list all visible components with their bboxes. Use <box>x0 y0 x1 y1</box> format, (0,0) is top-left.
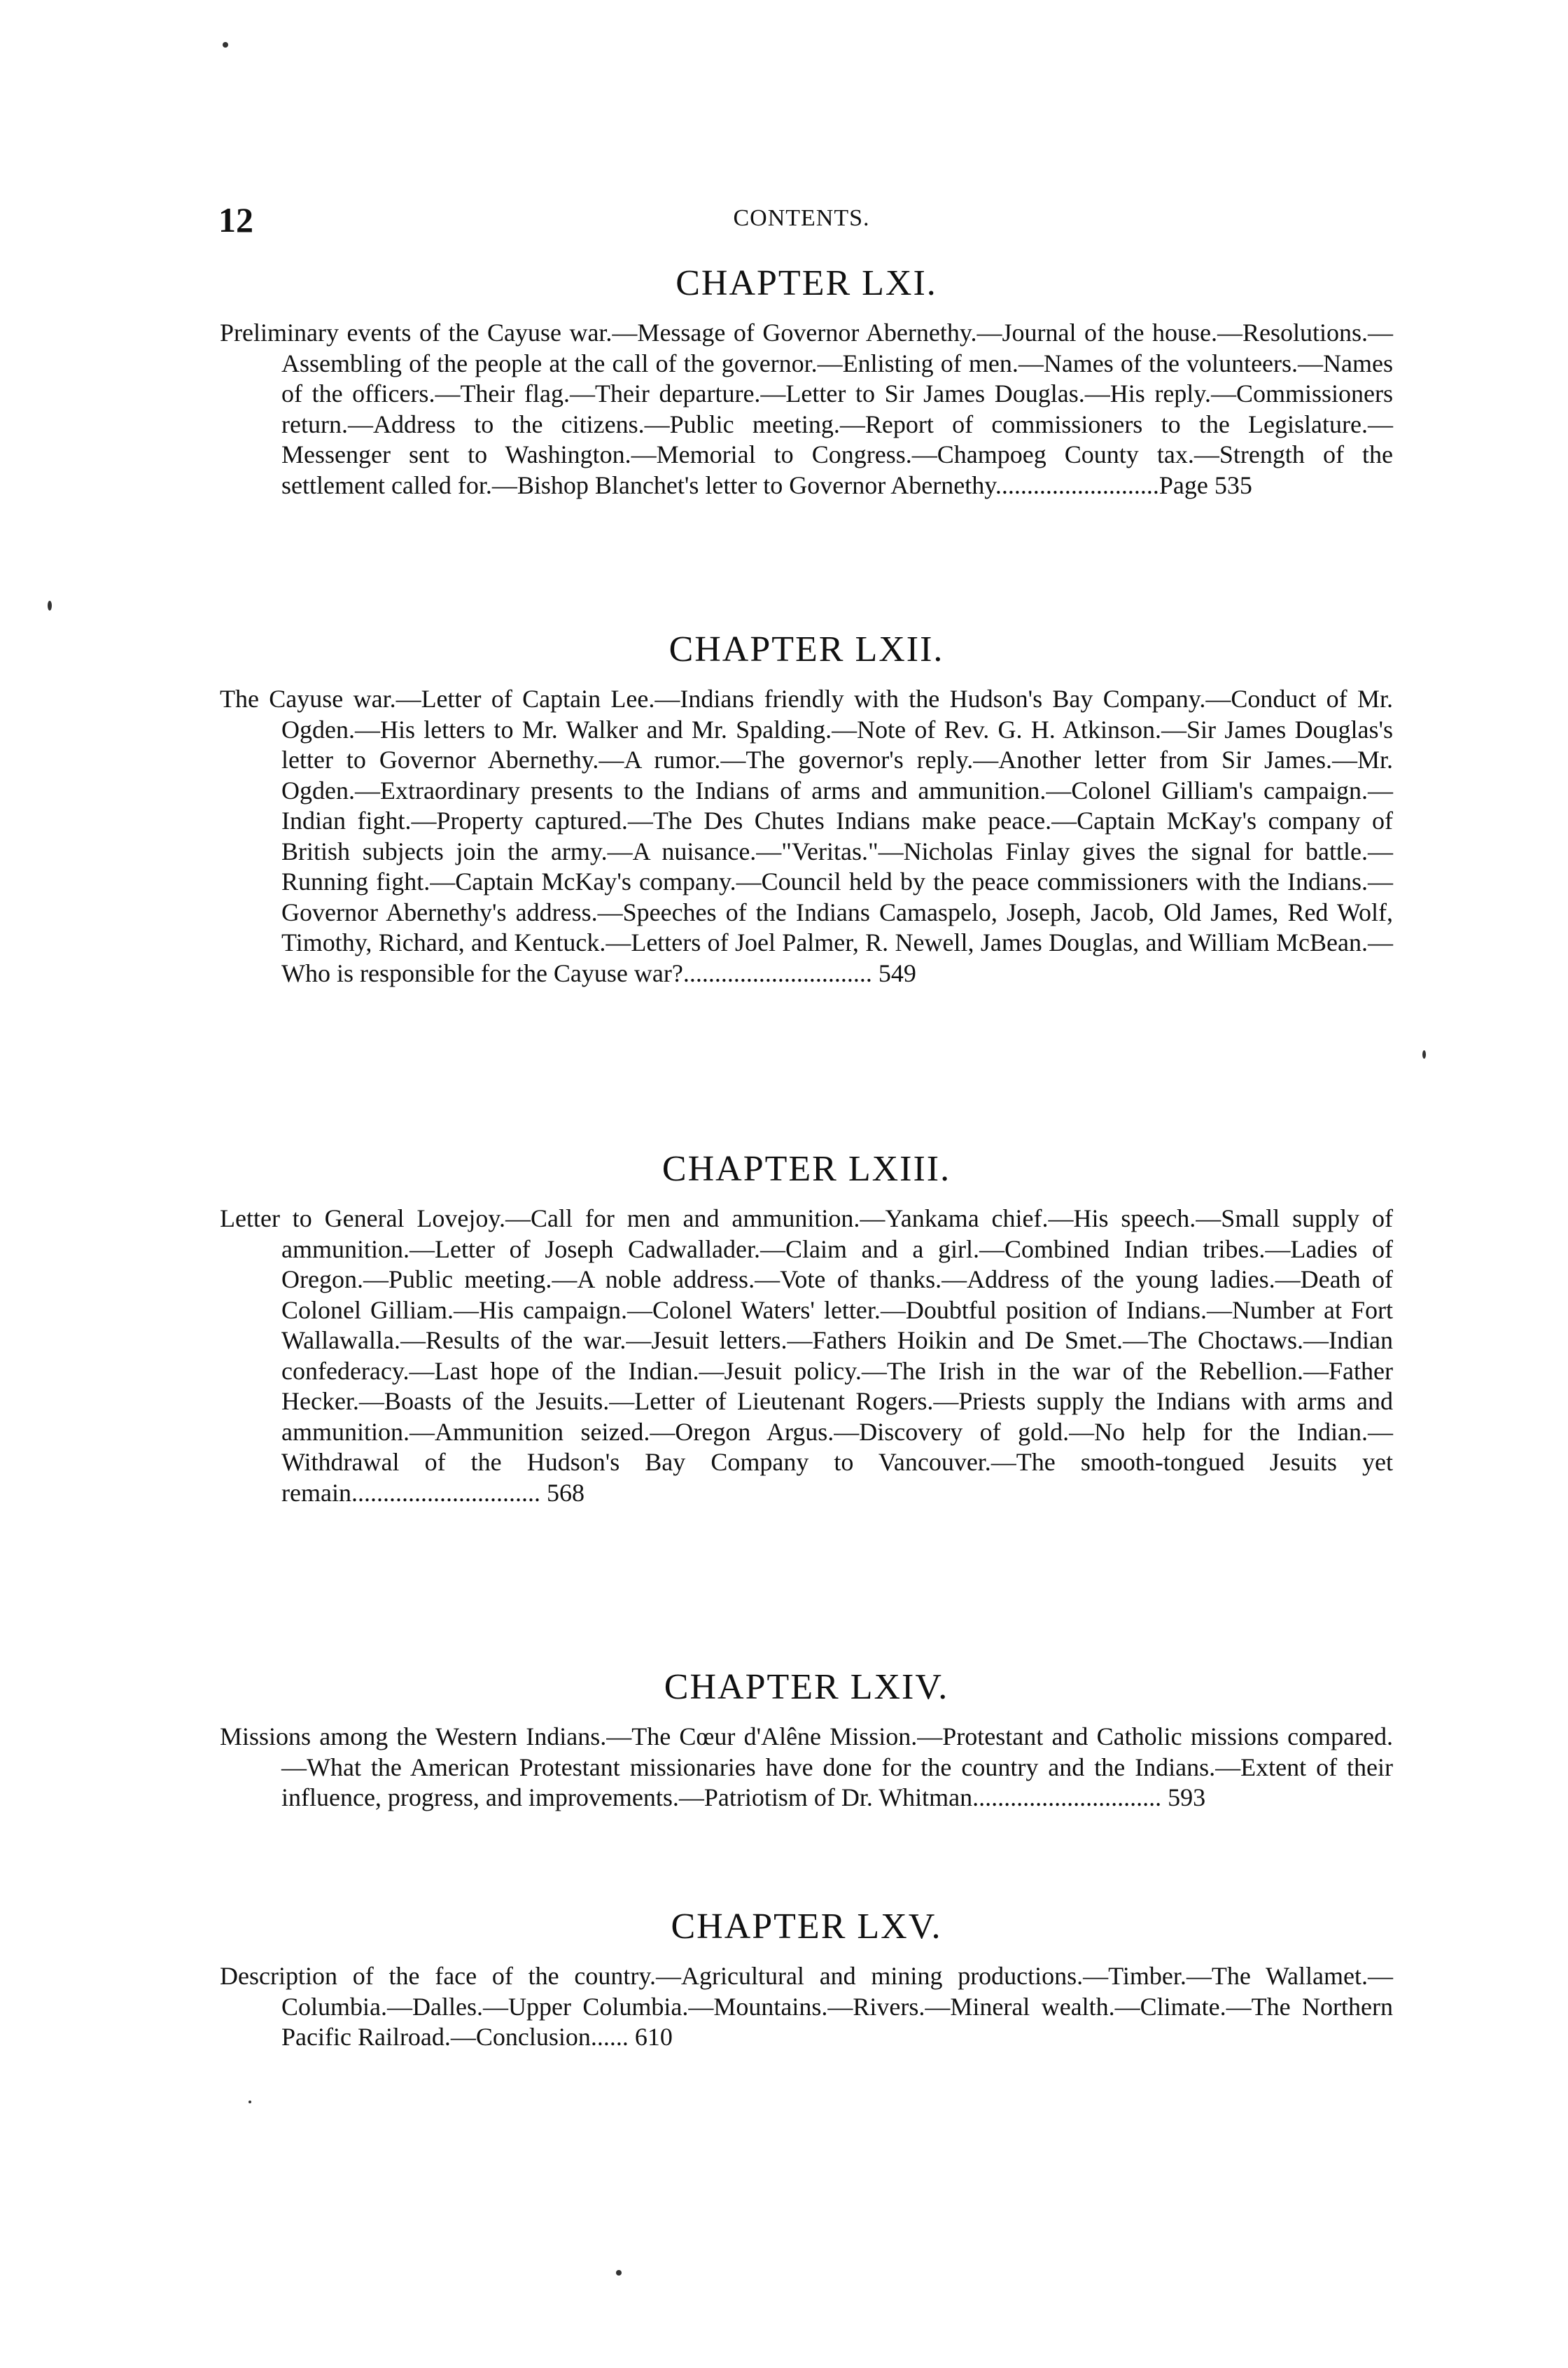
page-reference: .............................. 549 <box>682 959 916 987</box>
chapter-summary <box>220 684 1393 989</box>
summary-text: Letter to General Lovejoy.—Call for men and ammunition.—Yankama chief.—His speech.—Small supply of ammunition.—Letter of Joseph Cadwallader.—Claim and a girl.—Combined Indian tribes.—Ladies of Oregon.—Public meeting.—A noble address.—Vote of thanks.—Address of the young ladies.—Death of Colonel Gilliam.—His campaign.—Colonel Waters' letter.—Doubtful position of Indians.—Number at Fort Wallawalla.—Results of the war.—Jesuit letters.—Fathers Hoikin and De Smet.—The Choctaws.—Indian confederacy.—Last hope of the Indian.—Jesuit policy.—The Irish in the war of the Rebellion.—Father Hecker.—Boasts of the Jesuits.—Letter of Lieutenant Rogers.—Priests supply the Indians with arms and ammunition.—Ammunition seized.—Oregon Argus.—Discovery of gold.—No help for the Indian.—Withdrawal of the Hudson's Bay Company to Vancouver.—The smooth-tongued Jesuits yet remain <box>220 1204 1393 1507</box>
chapter-summary <box>220 1204 1393 1508</box>
chapter-heading: CHAPTER LXV. <box>671 1907 942 1946</box>
chapter-summary <box>220 318 1393 501</box>
summary-text: Preliminary events of the Cayuse war.—Message of Governor Abernethy.—Journal of the house.—Resolutions.—Assembling of the people at the call of the governor.—Enlisting of men.—Names of the volunteers.—Names of the officers.—Their flag.—Their departure.—Letter to Sir James Douglas.—His reply.—Commissioners return.—Address to the citizens.—Public meeting.—Report of commissioners to the Legislature.—Messenger sent to Washington.—Memorial to Congress.—Champoeg County tax.—Strength of the settlement called for.—Bishop Blanchet's letter to Governor Abernethy <box>220 319 1393 499</box>
chapter-heading: CHAPTER LXIII. <box>662 1149 951 1189</box>
scan-speck <box>223 42 228 48</box>
chapter-lxi <box>220 263 1393 501</box>
page-reference: .............................. 593 <box>972 1783 1206 1811</box>
running-title: CONTENTS. <box>733 205 870 231</box>
chapter-lxv <box>220 1906 1393 2053</box>
scan-speck <box>48 601 52 611</box>
chapter-summary <box>220 1722 1393 1813</box>
chapter-lxii <box>220 629 1393 989</box>
scan-speck <box>616 2270 622 2276</box>
page-reference: .............................. 568 <box>351 1478 584 1507</box>
running-head <box>210 200 1393 249</box>
chapter-heading: CHAPTER LXI. <box>676 263 937 303</box>
chapter-heading: CHAPTER LXII. <box>668 629 944 669</box>
chapter-summary <box>220 1961 1393 2053</box>
summary-text: Description of the face of the country.—Agricultural and mining productions.—Timber.—The Wallamet.—Columbia.—Dalles.—Upper Columbia.—Mountains.—Rivers.—Mineral wealth.—Climate.—The Northern Pacific Railroad.—Conclusion <box>220 1962 1393 2051</box>
chapter-lxiv <box>220 1666 1393 1813</box>
summary-text: Missions among the Western Indians.—The Cœur d'Alêne Mission.—Protestant and Catholic missions compared.—What the American Protestant missionaries have done for the country and the Indians.—Extent of their influence, progress, and improvements.—Patriotism of Dr. Whitman <box>220 1722 1393 1811</box>
summary-text: The Cayuse war.—Letter of Captain Lee.—Indians friendly with the Hudson's Bay Company.—Conduct of Mr. Ogden.—His letters to Mr. Walker and Mr. Spalding.—Note of Rev. G. H. Atkinson.—Sir James Douglas's letter to Governor Abernethy.—A rumor.—The governor's reply.—Another letter from Sir James.—Mr. Ogden.—Extraordinary presents to the Indians of arms and ammunition.—Colonel Gilliam's campaign.—Indian fight.—Property captured.—The Des Chutes Indians make peace.—Captain McKay's company of British subjects join the army.—A nuisance.—"Veritas."—Nicholas Finlay gives the signal for battle.—Running fight.—Captain McKay's company.—Council held by the peace commissioners with the Indians.—Governor Abernethy's address.—Speeches of the Indians Camaspelo, Joseph, Jacob, Old James, Red Wolf, Timothy, Richard, and Kentuck.—Letters of Joel Palmer, R. Newell, James Douglas, and William McBean.—Who is responsible for the Cayuse war? <box>220 685 1393 987</box>
scan-speck <box>248 2101 251 2103</box>
page-number: 12 <box>218 200 253 239</box>
scan-speck <box>1422 1050 1426 1059</box>
page-reference: ...... 610 <box>590 2023 673 2051</box>
chapter-heading: CHAPTER LXIV. <box>664 1667 949 1707</box>
chapter-lxiii <box>220 1148 1393 1508</box>
page-reference: ..........................Page 535 <box>995 471 1252 499</box>
